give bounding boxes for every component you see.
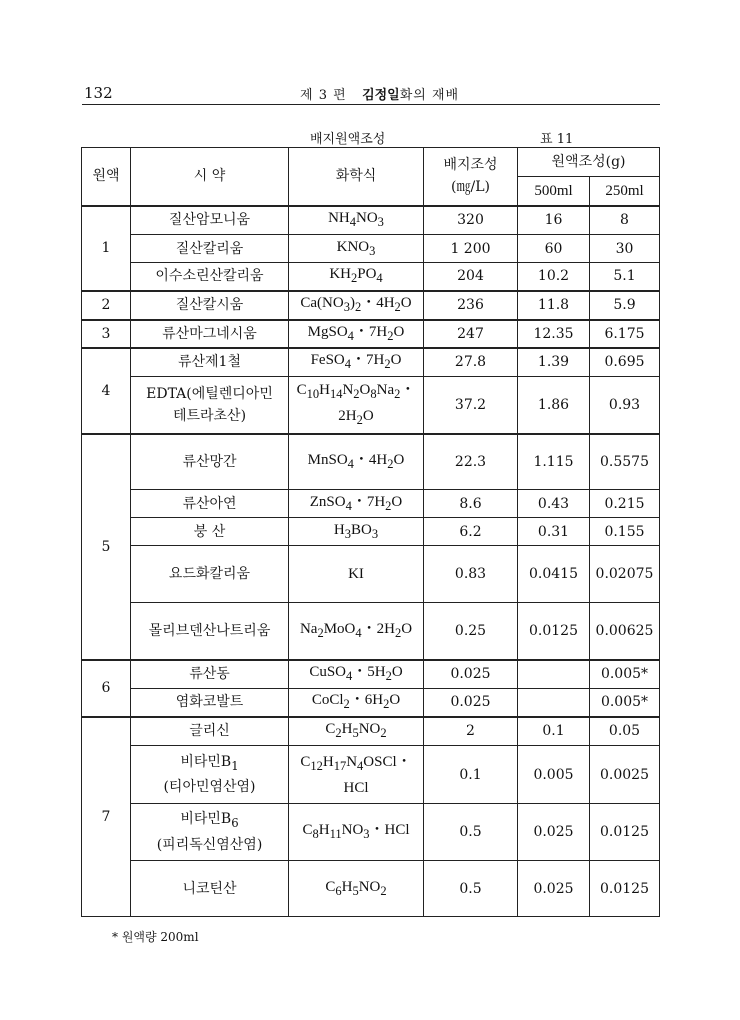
amount-250ml: 6.175 (590, 320, 660, 348)
amount-500ml: 0.025 (518, 804, 590, 861)
col-header-stock: 원액 (82, 148, 131, 206)
amount-250ml: 0.02075 (590, 546, 660, 603)
amount-250ml: 30 (590, 235, 660, 263)
reagent-name: 질산칼시움 (131, 291, 289, 320)
amount-500ml: 0.31 (518, 518, 590, 546)
table-number: 표 11 (540, 132, 574, 147)
col-header-500ml: 500ml (518, 177, 590, 206)
table-row (82, 546, 660, 603)
amount-500ml: 0.0415 (518, 546, 590, 603)
medium-concentration: 0.25 (424, 603, 518, 660)
table-row (82, 746, 660, 804)
amount-500ml (518, 689, 590, 717)
chemical-formula: $Na_2MoO_4$・$2H_2O$ (289, 603, 424, 660)
amount-500ml: 0.0125 (518, 603, 590, 660)
amount-250ml: 0.5575 (590, 434, 660, 490)
chemical-formula: FeSO$_4$・$7H_2O$ (289, 348, 424, 377)
reagent-name: 류산망간 (131, 434, 289, 490)
chemical-formula: KI (289, 546, 424, 603)
table-row (82, 689, 660, 717)
table-row (82, 490, 660, 518)
chemical-formula: $C_6H_5NO_2$ (289, 861, 424, 917)
chemical-formula: $C_{12}H_{17}N_4OSCl$・ HCl (289, 746, 424, 804)
reagent-name: 질산칼리움 (131, 235, 289, 263)
stock-number: 7 (82, 717, 131, 917)
amount-500ml: 12.35 (518, 320, 590, 348)
table-row (82, 660, 660, 689)
stock-number: 4 (82, 348, 131, 434)
col-header-medium-line2: (㎎/L) (451, 179, 490, 196)
amount-250ml: 0.00625 (590, 603, 660, 660)
footnote: * 원액량 200ml (112, 930, 199, 944)
amount-250ml: 0.155 (590, 518, 660, 546)
medium-concentration: 0.5 (424, 804, 518, 861)
amount-250ml: 0.0125 (590, 804, 660, 861)
medium-concentration: 37.2 (424, 377, 518, 434)
bold-name: 김정일 (362, 88, 400, 103)
chemical-formula: $H_3BO_3$ (289, 518, 424, 546)
table-row (82, 206, 660, 235)
reagent-name: 요드화칼리움 (131, 546, 289, 603)
amount-500ml: 60 (518, 235, 590, 263)
medium-concentration: 1 200 (424, 235, 518, 263)
table-row (82, 717, 660, 746)
reagent-name: 비타민$B_6$ (피리독신염산염) (131, 804, 289, 861)
reagent-name: 질산암모니움 (131, 206, 289, 235)
medium-concentration: 0.5 (424, 861, 518, 917)
medium-concentration: 236 (424, 291, 518, 320)
chemical-formula: CoCl$_2$・$6H_2O$ (289, 689, 424, 717)
col-header-250ml: 250ml (590, 177, 660, 206)
amount-500ml: 0.43 (518, 490, 590, 518)
part-label: 제 3 편 (300, 88, 347, 103)
stock-number: 3 (82, 320, 131, 348)
col-header-stock-comp: 원액조성(g) (518, 148, 660, 177)
medium-concentration: 0.1 (424, 746, 518, 804)
col-header-formula: 화학식 (289, 148, 424, 206)
reagent-name: 비타민$B_1$ (티아민염산염) (131, 746, 289, 804)
running-head (300, 84, 459, 103)
table-row (82, 320, 660, 348)
reagent-name: 니코틴산 (131, 861, 289, 917)
amount-500ml: 16 (518, 206, 590, 235)
medium-concentration: 247 (424, 320, 518, 348)
medium-concentration: 8.6 (424, 490, 518, 518)
amount-500ml: 0.025 (518, 861, 590, 917)
stock-number: 6 (82, 660, 131, 717)
amount-500ml: 11.8 (518, 291, 590, 320)
col-header-medium-line1: 배지조성 (443, 157, 498, 174)
medium-concentration: 2 (424, 717, 518, 746)
amount-250ml: 0.215 (590, 490, 660, 518)
medium-concentration: 320 (424, 206, 518, 235)
amount-250ml: 0.695 (590, 348, 660, 377)
stock-number: 2 (82, 291, 131, 320)
chemical-formula: $NH_4NO_3$ (289, 206, 424, 235)
reagent-name: 몰리브덴산나트리움 (131, 603, 289, 660)
amount-250ml: 0.93 (590, 377, 660, 434)
chemical-formula: $KH_2PO_4$ (289, 263, 424, 291)
reagent-name: 염화코발트 (131, 689, 289, 717)
amount-500ml: 0.005 (518, 746, 590, 804)
amount-500ml: 10.2 (518, 263, 590, 291)
col-header-reagent: 시 약 (131, 148, 289, 206)
table-row (82, 235, 660, 263)
chemical-formula: $C_{10}H_{14}N_2O_8Na_2$・ $2H_2O$ (289, 377, 424, 434)
table-row (82, 861, 660, 917)
amount-500ml: 1.86 (518, 377, 590, 434)
table-row (82, 603, 660, 660)
medium-concentration: 27.8 (424, 348, 518, 377)
table-row (82, 291, 660, 320)
medium-concentration: 6.2 (424, 518, 518, 546)
amount-500ml: 1.39 (518, 348, 590, 377)
table-title: 배지원액조성 (310, 132, 386, 147)
page-number: 132 (84, 84, 113, 102)
col-header-medium (424, 148, 518, 206)
amount-250ml: 5.9 (590, 291, 660, 320)
reagent-name: 류산마그네시움 (131, 320, 289, 348)
reagent-name: 붕 산 (131, 518, 289, 546)
reagent-name: 류산동 (131, 660, 289, 689)
reagent-name: 류산제1철 (131, 348, 289, 377)
medium-concentration: 0.83 (424, 546, 518, 603)
chemical-formula: CuSO$_4$・$5H_2O$ (289, 660, 424, 689)
running-head-suffix: 화의 재배 (399, 88, 460, 103)
table-row (82, 804, 660, 861)
chemical-formula: ZnSO$_4$・$7H_2O$ (289, 490, 424, 518)
reagent-name: 류산아연 (131, 490, 289, 518)
medium-concentration: 0.025 (424, 689, 518, 717)
amount-250ml: 5.1 (590, 263, 660, 291)
header-rule (82, 104, 660, 105)
table-row (82, 348, 660, 377)
chemical-formula: MgSO$_4$・$7H_2O$ (289, 320, 424, 348)
amount-500ml: 1.115 (518, 434, 590, 490)
medium-concentration: 0.025 (424, 660, 518, 689)
amount-250ml: 0.005* (590, 689, 660, 717)
table-row (82, 434, 660, 490)
medium-concentration: 22.3 (424, 434, 518, 490)
reagent-name: EDTA(에틸렌디아민 테트라초산) (131, 377, 289, 434)
stock-number: 5 (82, 434, 131, 660)
table-header-row (82, 148, 660, 177)
medium-concentration: 204 (424, 263, 518, 291)
amount-500ml (518, 660, 590, 689)
chemical-formula: MnSO$_4$・$4H_2O$ (289, 434, 424, 490)
chemical-formula: $C_2H_5NO_2$ (289, 717, 424, 746)
chemical-formula: $C_8H_{11}NO_3$・HCl (289, 804, 424, 861)
nutrient-solution-table (81, 147, 660, 917)
chemical-formula: $Ca(NO_3)_2$・$4H_2O$ (289, 291, 424, 320)
table-row (82, 377, 660, 434)
reagent-name: 글리신 (131, 717, 289, 746)
stock-number: 1 (82, 206, 131, 291)
reagent-name: 이수소린산칼리움 (131, 263, 289, 291)
amount-500ml: 0.1 (518, 717, 590, 746)
amount-250ml: 0.005* (590, 660, 660, 689)
amount-250ml: 0.0025 (590, 746, 660, 804)
table-row (82, 263, 660, 291)
chemical-formula: $KNO_3$ (289, 235, 424, 263)
amount-250ml: 0.05 (590, 717, 660, 746)
amount-250ml: 0.0125 (590, 861, 660, 917)
table-row (82, 518, 660, 546)
amount-250ml: 8 (590, 206, 660, 235)
